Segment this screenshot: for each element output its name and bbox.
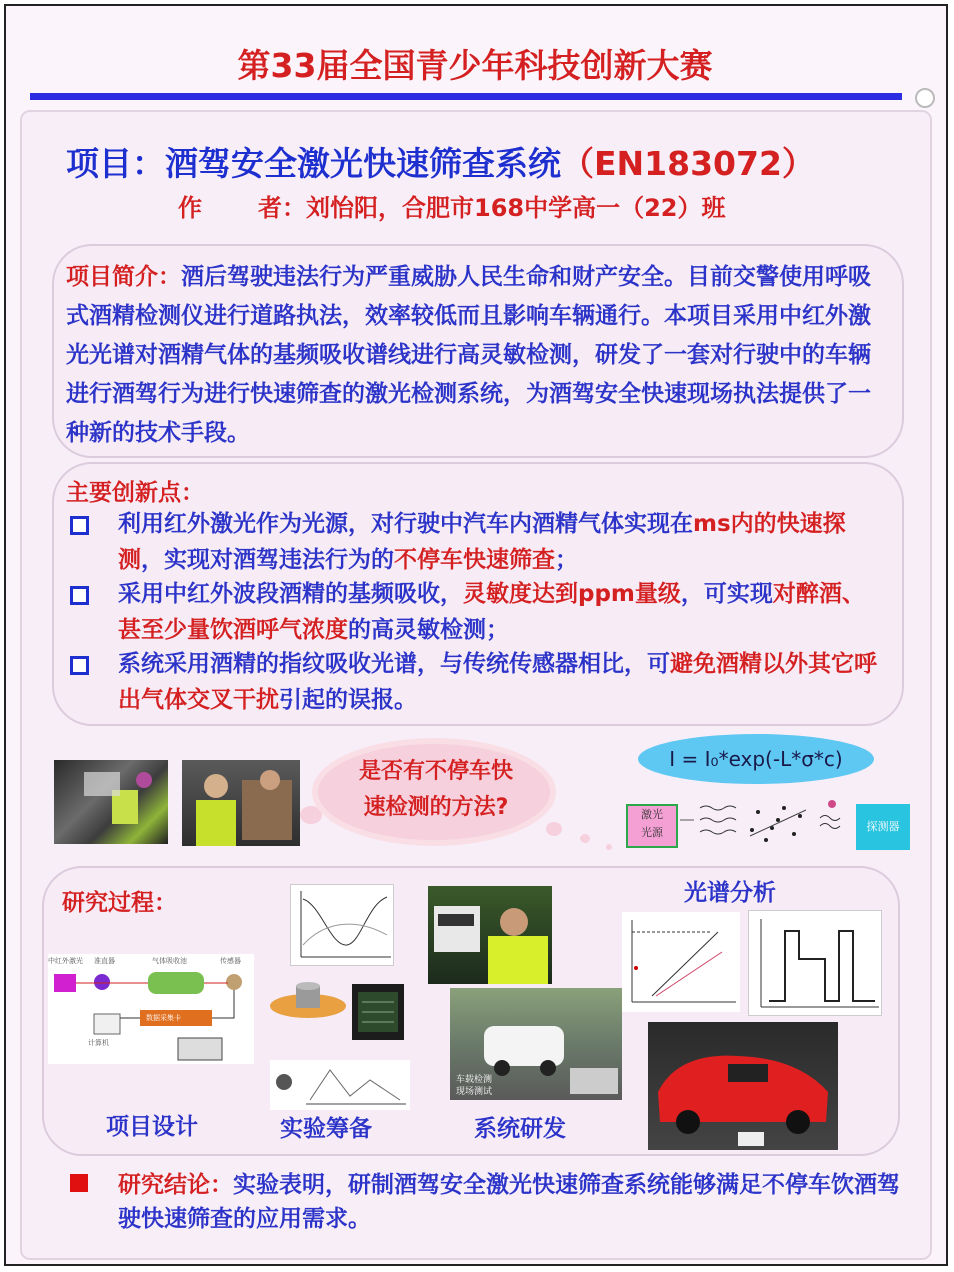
beer-lambert-formula: I = I₀*exp(-L*σ*c) xyxy=(638,734,874,784)
schematic-label-6: 计算机 xyxy=(88,1039,109,1047)
innovation-3-part-a: 系统采用酒精的指纹吸收光谱，与传统传感器相比，可 xyxy=(118,651,670,677)
checkbox-square-icon xyxy=(70,656,89,675)
laser-box-label-2: 光源 xyxy=(641,826,663,839)
prep-plots-thumbnail xyxy=(270,1060,410,1110)
title-divider xyxy=(30,93,902,100)
conclusion-label: 研究结论： xyxy=(118,1172,233,1198)
question-text xyxy=(336,754,536,826)
laser-source-box xyxy=(626,804,678,848)
competition-title: 第33届全国青少年科技创新大赛 xyxy=(237,46,713,85)
road-test-photo xyxy=(450,988,622,1100)
spectrum-analysis-label: 光谱分析 xyxy=(684,880,776,906)
detector-box: 探测器 xyxy=(856,804,910,850)
intro-body: 酒后驾驶违法行为严重威胁人民生命和财产安全。目前交警使用呼吸式酒精检测仪进行道路执法，效率较低而且影响车辆通行。本项目采用中红外激光光谱对酒精气体的基频吸收谱线进行高灵敏检测，研发了一套对行驶中的车辆进行酒驾行为进行快速筛查的激光检测系统，为酒驾安全快速现场执法提供了一种新的技术手段。 xyxy=(66,264,871,446)
innovation-item xyxy=(70,576,880,648)
system-schematic xyxy=(48,954,254,1064)
innovation-item xyxy=(70,646,880,718)
innovation-3-part-c: 引起的误报。 xyxy=(279,687,417,713)
police-check-photo xyxy=(182,760,300,846)
innovation-2-part-c: ，可实现 xyxy=(680,581,773,607)
author-label-2: 者：刘怡阳，合肥市168中学高一（22）班 xyxy=(258,194,726,222)
red-car-model-photo xyxy=(648,1022,838,1150)
system-dev-label: 系统研发 xyxy=(474,1116,566,1142)
beam-scatter-diagram xyxy=(680,790,860,856)
project-title xyxy=(66,138,815,185)
research-heading: 研究过程： xyxy=(62,890,177,916)
experiment-prep-label: 实验筹备 xyxy=(280,1116,372,1142)
optics-component-photo xyxy=(268,982,348,1038)
innovation-item xyxy=(70,506,880,578)
innovation-1-part-d: 不停车快速筛查 xyxy=(394,547,555,573)
innovation-2-part-d: 对醉酒、甚至少量饮酒呼气浓度 xyxy=(118,581,865,643)
innovation-2-part-a: 采用中红外波段酒精的基频吸收， xyxy=(118,581,463,607)
checkbox-square-icon xyxy=(70,586,89,605)
conclusion-bullet-icon xyxy=(70,1174,88,1192)
bubble-puff xyxy=(580,834,590,843)
intro-label: 项目简介： xyxy=(66,264,181,290)
corner-ring-icon xyxy=(915,88,935,108)
bubble-puff xyxy=(606,844,612,850)
laser-box-label-1: 激光 xyxy=(641,808,663,821)
spectrum-plot-2 xyxy=(748,910,882,1016)
innovation-2-part-b: 灵敏度达到ppm量级 xyxy=(463,581,681,607)
innovation-3-part-b: 避免酒精以外其它呼出气体交叉干扰 xyxy=(118,651,877,713)
project-design-label: 项目设计 xyxy=(106,1114,198,1140)
checkbox-square-icon xyxy=(70,516,89,535)
innovation-1-part-b: ms内的快速探测 xyxy=(118,511,846,573)
question-line-2: 速检测的方法? xyxy=(363,795,509,820)
car-interior-photo xyxy=(54,760,168,844)
bubble-puff xyxy=(300,806,322,824)
question-line-1: 是否有不停车快 xyxy=(358,759,513,784)
circuit-board-photo xyxy=(352,984,404,1040)
conclusion-body: 实验表明，研制酒驾安全激光快速筛查系统能够满足不停车饮酒驾驶快速筛查的应用需求。 xyxy=(118,1172,900,1232)
photo-caption-1: 车载检测 xyxy=(456,1075,493,1085)
schematic-label-5: 数据采集卡 xyxy=(146,1014,181,1022)
schematic-label-2: 准直器 xyxy=(94,957,115,965)
intro-text xyxy=(66,258,886,453)
researcher-photo xyxy=(428,886,552,984)
photo-caption-2: 现场测试 xyxy=(456,1087,493,1097)
bubble-puff xyxy=(546,822,562,836)
absorption-plot-thumbnail xyxy=(290,884,394,966)
schematic-label-4: 传感器 xyxy=(220,957,241,965)
spectrum-plot-1 xyxy=(622,912,740,1012)
innovation-1-part-e: ； xyxy=(555,547,578,573)
project-title-text: 项目：酒驾安全激光快速筛查系统 xyxy=(66,144,561,183)
innovations-heading: 主要创新点： xyxy=(66,480,204,506)
schematic-label-3: 气体吸收池 xyxy=(152,957,187,965)
innovation-2-part-e: 的高灵敏检测； xyxy=(348,617,509,643)
schematic-label-1: 中红外激光 xyxy=(48,957,83,965)
innovation-1-part-a: 利用红外激光作为光源，对行驶中汽车内酒精气体实现在 xyxy=(118,511,693,537)
author-label-1: 作 xyxy=(178,194,202,222)
innovation-1-part-c: ，实现对酒驾违法行为的 xyxy=(141,547,394,573)
author-line xyxy=(178,188,726,223)
project-code: （EN183072） xyxy=(561,144,815,183)
conclusion-text xyxy=(118,1168,908,1236)
